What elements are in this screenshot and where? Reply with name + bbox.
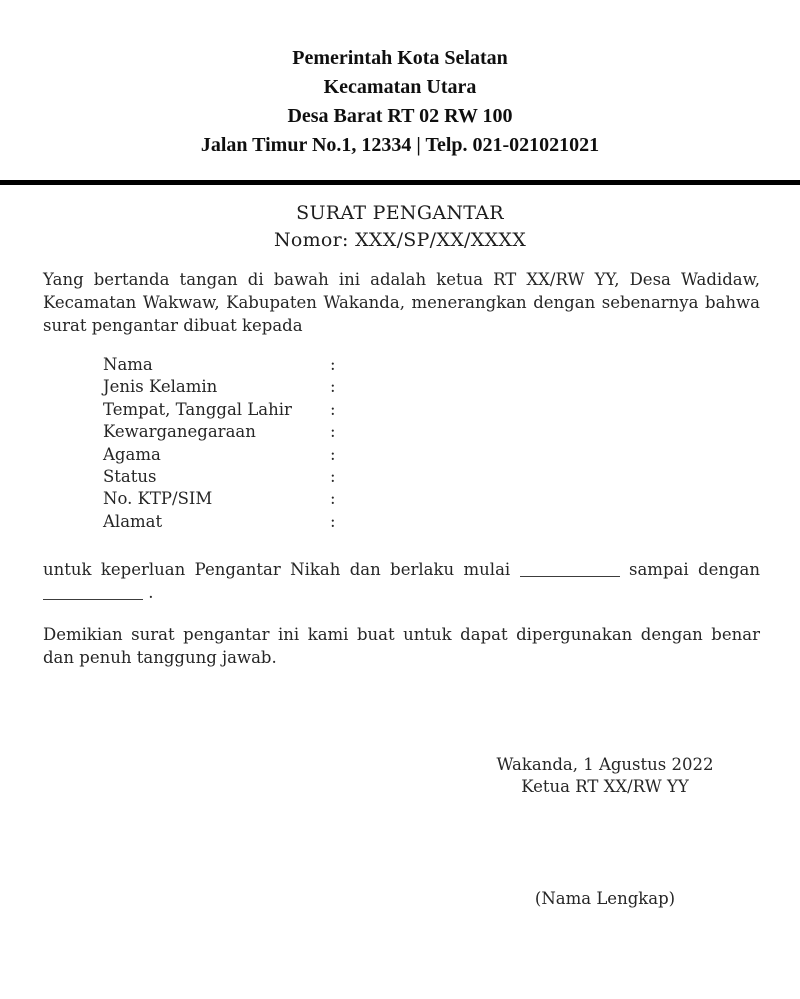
letter-body [43,268,760,910]
letterhead-line-village: Desa Barat RT 02 RW 100 [287,105,513,127]
field-row-nama [103,354,760,376]
purpose-text-end: . [148,583,154,603]
field-row-agama [103,444,760,466]
field-label: Nama [103,355,153,374]
letterhead-line-address-phone: Jalan Timur No.1, 12334 | Telp. 021-021021021 [200,134,600,156]
field-colon: : [330,467,336,487]
blank-line-end-date [43,597,143,600]
blank-line-start-date [520,574,620,577]
signature-name-placeholder: (Nama Lengkap) [534,889,676,909]
purpose-text-middle: sampai dengan [629,560,761,580]
field-row-status [103,466,760,488]
letterhead-divider [0,180,800,185]
field-label: Jenis Kelamin [103,377,218,397]
field-row-no-ktp-sim [103,488,760,510]
field-colon: : [330,422,336,442]
signature-block [488,754,722,910]
purpose-text-start: untuk keperluan Pengantar Nikah dan berlaku mulai [43,560,511,580]
document-number: Nomor: XXX/SP/XX/XXXX [273,229,527,251]
signature-signer-title: Ketua RT XX/RW YY [521,777,689,797]
purpose-paragraph [43,558,760,604]
letterhead [0,0,800,160]
field-label: Agama [103,444,161,464]
field-label: Alamat [103,511,163,531]
field-label: Tempat, Tanggal Lahir [103,399,292,419]
field-colon: : [330,444,336,464]
field-colon: : [330,399,336,419]
field-row-jenis-kelamin [103,376,760,398]
field-colon: : [330,355,336,374]
field-row-tempat-tanggal-lahir [103,399,760,421]
signature-space [488,798,722,888]
letterhead-line-district: Kecamatan Utara [323,76,477,98]
document-title: SURAT PENGANTAR [296,202,504,224]
letterhead-line-government: Pemerintah Kota Selatan [292,47,508,69]
opening-paragraph: Yang bertanda tangan di bawah ini adalah ketua RT XX/RW YY, Desa Wadidaw, Kecamatan Wakwaw, Kabupaten Wakanda, menerangkan dengan sebenarnya bahwa surat pengantar dibuat kepada [43,270,760,335]
signature-place-date: Wakanda, 1 Agustus 2022 [496,755,714,775]
field-colon: : [330,377,336,397]
field-row-kewarganegaraan [103,421,760,443]
field-label: Kewarganegaraan [103,422,256,442]
field-colon: : [330,511,336,531]
field-row-alamat [103,511,760,533]
field-label: Status [103,467,157,487]
field-label: No. KTP/SIM [103,489,213,509]
title-block [0,200,800,254]
closing-paragraph: Demikian surat pengantar ini kami buat untuk dapat dipergunakan dengan benar dan penuh tanggung jawab. [43,625,760,668]
field-colon: : [330,489,336,509]
field-list [43,354,760,533]
